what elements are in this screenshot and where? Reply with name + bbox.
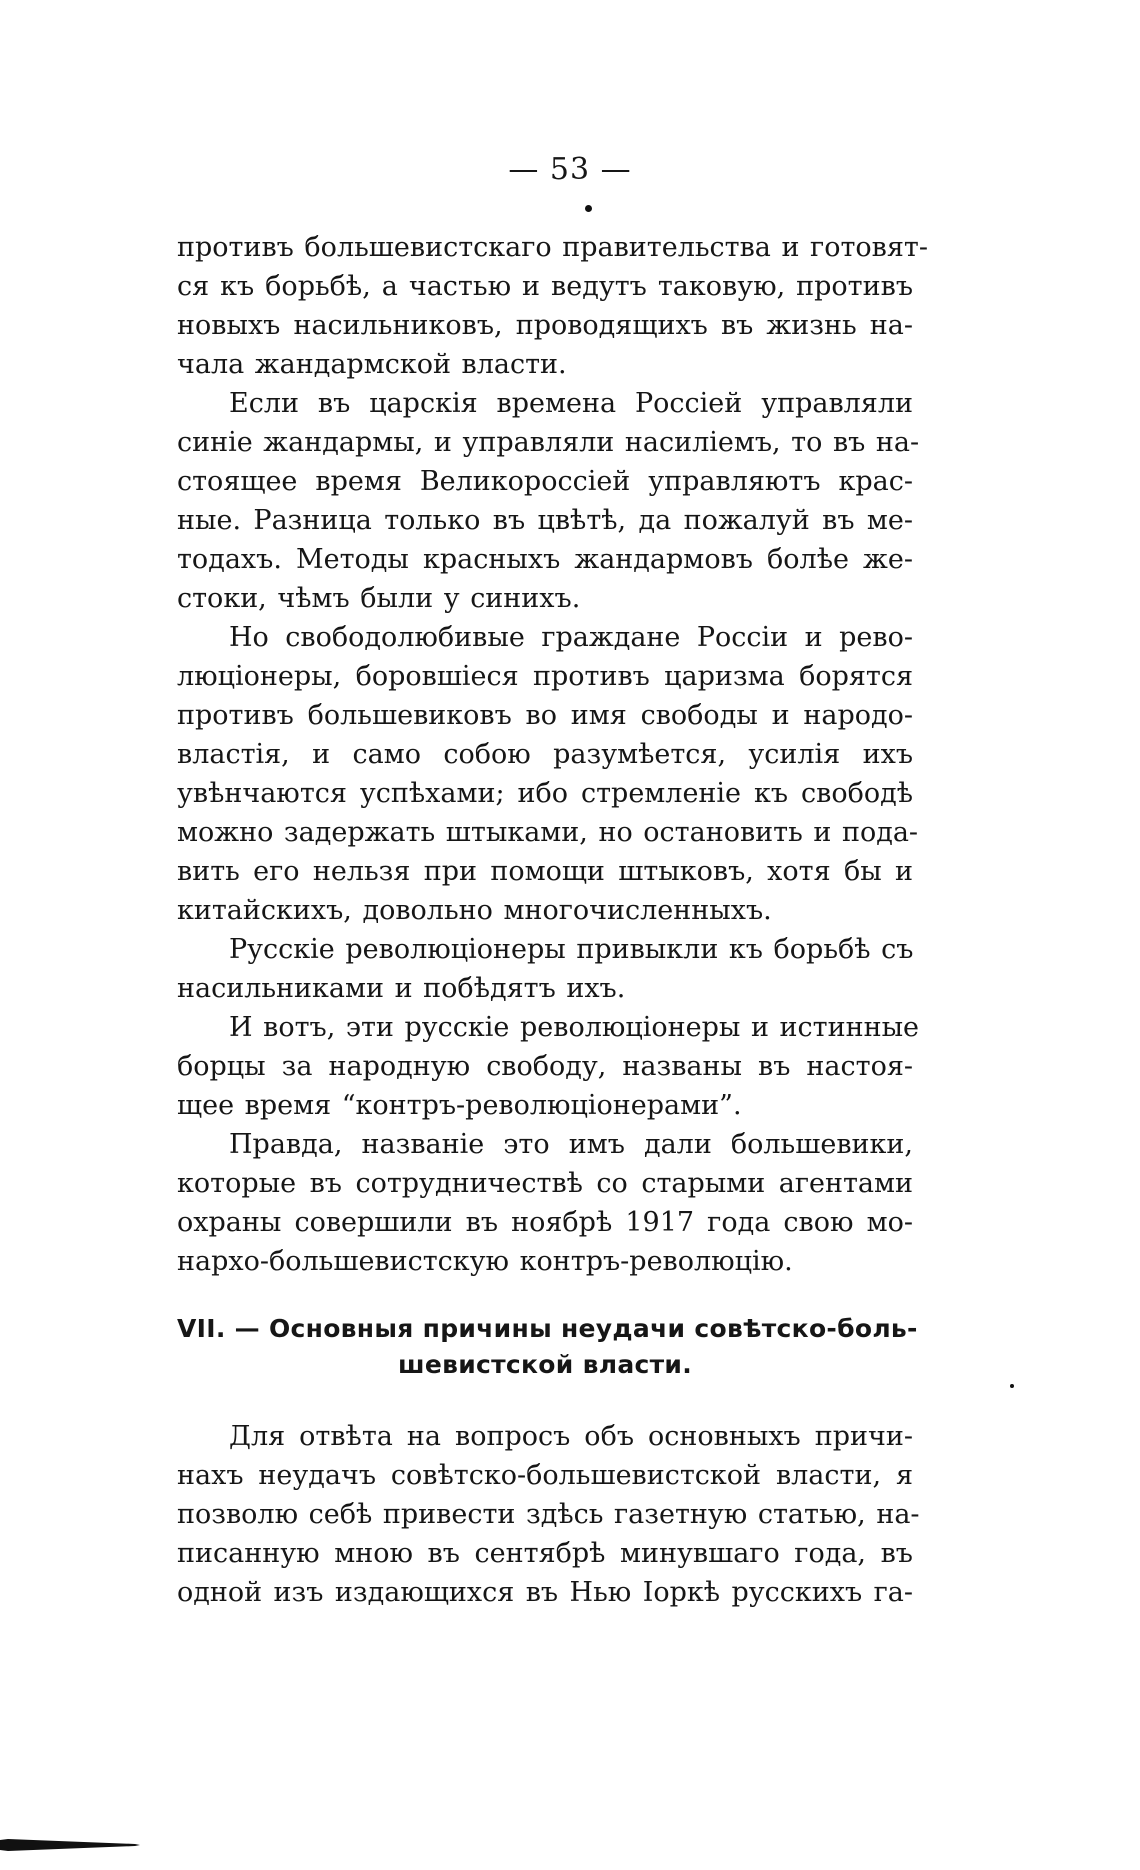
paragraph-red-gendarmes xyxy=(177,384,920,618)
text-line: писанную мною въ сентябрѣ минувшаго года, въ xyxy=(177,1538,913,1569)
heading-line: шевистской власти. xyxy=(397,1350,693,1379)
text-line: Правда, названіе это имъ дали большевики, xyxy=(229,1129,913,1160)
section-heading xyxy=(177,1311,918,1383)
text-line: щее время “контръ-революціонерами”. xyxy=(177,1090,742,1121)
paragraph-section-intro xyxy=(177,1417,920,1612)
text-line: позволю себѣ привести здѣсь газетную статью, на- xyxy=(177,1499,920,1530)
text-line: Но свободолюбивые граждане Россіи и рево- xyxy=(229,622,913,653)
text-line: Если въ царскія времена Россіей управляли xyxy=(229,388,913,419)
paragraph-russian-revolutionaries xyxy=(177,930,913,1008)
text-line: нахъ неудачъ совѣтско-большевистской власти, я xyxy=(177,1460,913,1491)
text-line: ные. Разница только въ цвѣтѣ, да пожалуй въ ме- xyxy=(177,505,913,536)
text-line: стоки, чѣмъ были у синихъ. xyxy=(177,583,581,614)
text-line: нархо-большевистскую контръ-революцію. xyxy=(177,1246,793,1277)
text-line: люціонеры, боровшіеся противъ царизма борятся xyxy=(177,661,913,692)
text-line: ся къ борьбѣ, а частью и ведутъ таковую, противъ xyxy=(177,271,913,302)
text-line: насильниками и побѣдятъ ихъ. xyxy=(177,973,626,1004)
page-body xyxy=(177,228,928,1612)
page-number: — 53 — xyxy=(508,152,632,187)
text-line: можно задержать штыками, но остановить и пода- xyxy=(177,817,919,848)
text-line: охраны совершили въ ноябрѣ 1917 года свою мо- xyxy=(177,1207,913,1238)
text-line: Русскіе революціонеры привыкли къ борьбѣ съ xyxy=(229,934,914,965)
paragraph-continued xyxy=(177,228,928,384)
text-line: вить его нельзя при помощи штыковъ, хотя бы и xyxy=(177,856,913,887)
text-line: стоящее время Великороссіей управляютъ крас- xyxy=(177,466,913,497)
paragraph-bolsheviks-name xyxy=(177,1125,913,1281)
ink-speck xyxy=(585,205,592,212)
ink-speck xyxy=(1010,1384,1014,1388)
paragraph-revolutionaries xyxy=(177,618,919,930)
text-line: И вотъ, эти русскіе революціонеры и истинные xyxy=(229,1012,920,1043)
text-line: противъ большевиковъ во имя свободы и народо- xyxy=(177,700,913,731)
heading-line: VII. — Основныя причины неудачи совѣтско-боль- xyxy=(177,1314,918,1343)
text-line: Для отвѣта на вопросъ объ основныхъ причи- xyxy=(229,1421,913,1452)
text-line: властія, и само собою разумѣется, усилія ихъ xyxy=(177,739,913,770)
text-line: китайскихъ, довольно многочисленныхъ. xyxy=(177,895,772,926)
text-line: тодахъ. Методы красныхъ жандармовъ болѣе же- xyxy=(177,544,913,575)
text-line: которые въ сотрудничествѣ со старыми агентами xyxy=(177,1168,913,1199)
text-line: новыхъ насильниковъ, проводящихъ въ жизнь на- xyxy=(177,310,913,341)
scan-edge-mark xyxy=(0,1838,140,1852)
text-line: увѣнчаются успѣхами; ибо стремленіе къ свободѣ xyxy=(177,778,913,809)
text-line: противъ большевистскаго правительства и готовят- xyxy=(177,232,928,263)
text-line: одной изъ издающихся въ Нью Іоркѣ русскихъ га- xyxy=(177,1577,913,1608)
text-line: борцы за народную свободу, названы въ настоя- xyxy=(177,1051,913,1082)
text-line: синіе жандармы, и управляли насиліемъ, то въ на- xyxy=(177,427,920,458)
text-line: чала жандармской власти. xyxy=(177,349,567,380)
paragraph-counter-revolutionaries xyxy=(177,1008,920,1125)
